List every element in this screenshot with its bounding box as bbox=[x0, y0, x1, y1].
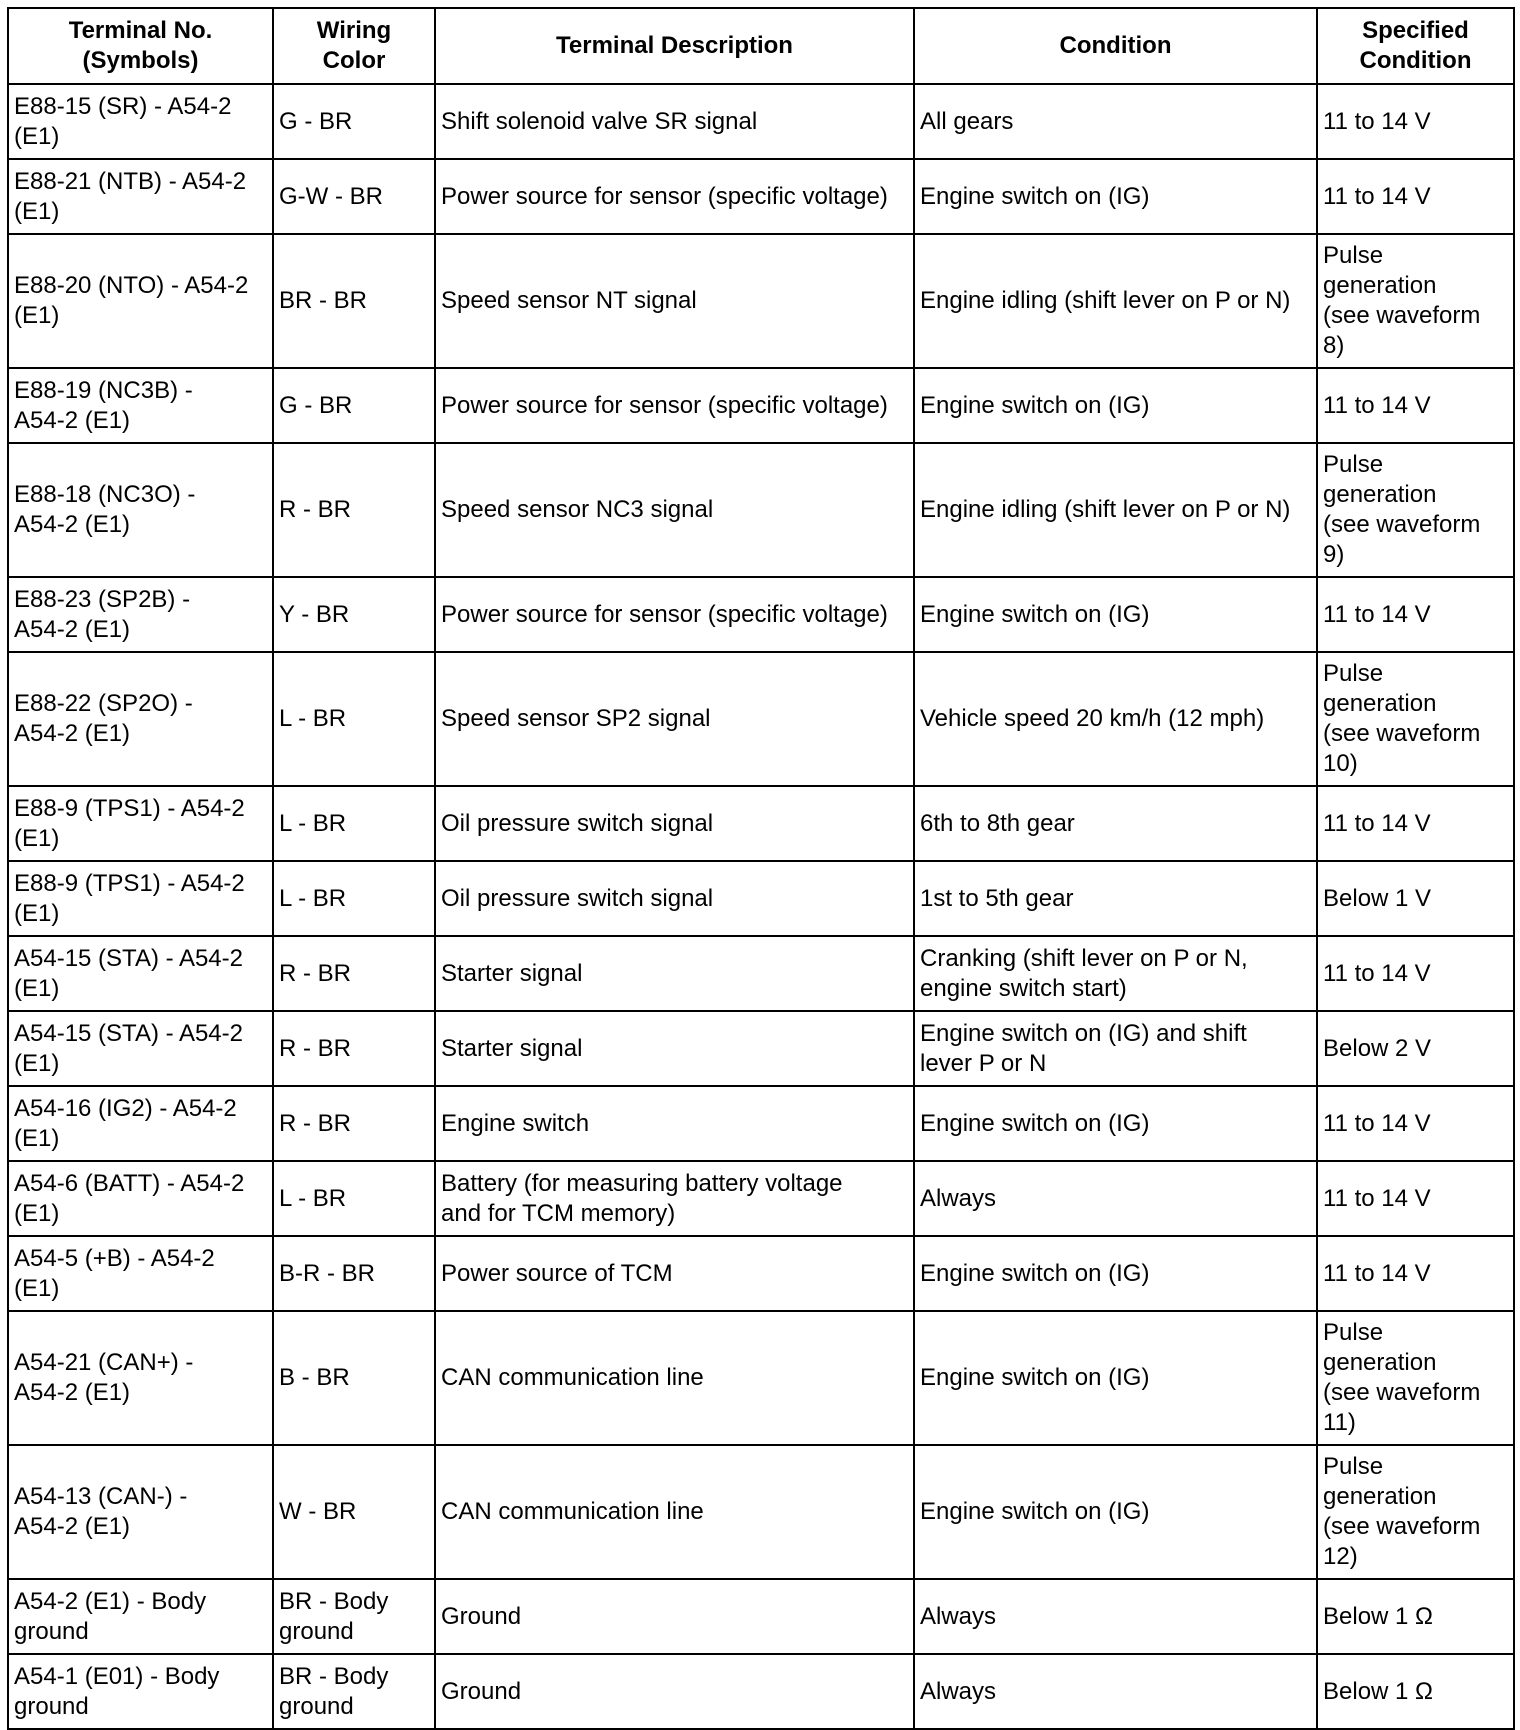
cell-line: Vehicle speed 20 km/h (12 mph) bbox=[920, 705, 1265, 732]
condition-cell bbox=[914, 1161, 1317, 1236]
cell-line: Starter signal bbox=[441, 959, 583, 987]
cell-line: (E1) bbox=[14, 1199, 60, 1227]
cell-line: (E1) bbox=[14, 824, 60, 852]
cell-line: 11 to 14 V bbox=[1323, 600, 1431, 628]
cell-line: (see waveform bbox=[1323, 720, 1481, 747]
cell-line: 11 to 14 V bbox=[1323, 391, 1431, 419]
terminal-cell bbox=[8, 786, 273, 861]
cell-line: 11 to 14 V bbox=[1323, 107, 1431, 135]
cell-line: 11 to 14 V bbox=[1323, 1184, 1431, 1212]
cell-line: Always bbox=[920, 1184, 997, 1212]
condition-cell bbox=[914, 1086, 1317, 1161]
table-row bbox=[8, 159, 1514, 234]
cell-line: A54-2 (E1) bbox=[14, 406, 131, 434]
header-wiring-color bbox=[273, 8, 435, 84]
header-terminal-description bbox=[435, 8, 914, 84]
cell-line: (E1) bbox=[14, 302, 60, 329]
header-condition bbox=[914, 8, 1317, 84]
specified-condition-cell bbox=[1317, 1445, 1514, 1579]
specified-condition-cell bbox=[1317, 786, 1514, 861]
cell-line: Engine switch on (IG) bbox=[920, 391, 1150, 419]
description-cell bbox=[435, 936, 914, 1011]
cell-line: E88-18 (NC3O) - bbox=[14, 481, 196, 508]
table-row bbox=[8, 652, 1514, 786]
wiring-color-cell bbox=[273, 861, 435, 936]
table-row bbox=[8, 1236, 1514, 1311]
specified-condition-cell bbox=[1317, 234, 1514, 368]
cell-line: Below 2 V bbox=[1323, 1034, 1432, 1062]
cell-line: A54-13 (CAN-) - bbox=[14, 1483, 188, 1510]
table-row bbox=[8, 1011, 1514, 1086]
cell-line: ground bbox=[279, 1617, 354, 1645]
header-line: Color bbox=[322, 47, 386, 74]
cell-line: 9) bbox=[1323, 541, 1345, 568]
description-cell bbox=[435, 786, 914, 861]
cell-line: Pulse bbox=[1323, 1453, 1384, 1480]
description-cell bbox=[435, 1086, 914, 1161]
cell-line: and for TCM memory) bbox=[441, 1199, 676, 1227]
cell-line: 11 to 14 V bbox=[1323, 1259, 1431, 1287]
cell-line: Engine switch on (IG) bbox=[920, 600, 1150, 628]
cell-line: L - BR bbox=[279, 884, 347, 912]
cell-line: Speed sensor NC3 signal bbox=[441, 496, 714, 523]
specified-condition-cell bbox=[1317, 577, 1514, 652]
specified-condition-cell bbox=[1317, 368, 1514, 443]
table-row bbox=[8, 84, 1514, 159]
wiring-color-cell bbox=[273, 1011, 435, 1086]
cell-line: Power source for sensor (specific voltage) bbox=[441, 600, 888, 628]
cell-line: BR - Body bbox=[279, 1587, 389, 1615]
cell-line: Shift solenoid valve SR signal bbox=[441, 107, 758, 135]
description-cell bbox=[435, 1654, 914, 1729]
description-cell bbox=[435, 159, 914, 234]
terminal-cell bbox=[8, 861, 273, 936]
cell-line: 11) bbox=[1323, 1409, 1356, 1436]
cell-line: Speed sensor SP2 signal bbox=[441, 705, 711, 732]
table-row bbox=[8, 861, 1514, 936]
wiring-color-cell bbox=[273, 786, 435, 861]
cell-line: A54-16 (IG2) - A54-2 bbox=[14, 1094, 237, 1122]
cell-line: A54-2 (E1) bbox=[14, 720, 131, 747]
cell-line: (E1) bbox=[14, 1124, 60, 1152]
terminal-cell bbox=[8, 1236, 273, 1311]
cell-line: B-R - BR bbox=[279, 1259, 375, 1287]
cell-line: Oil pressure switch signal bbox=[441, 809, 714, 837]
cell-line: Below 1 V bbox=[1323, 884, 1432, 912]
condition-cell bbox=[914, 1011, 1317, 1086]
table-row bbox=[8, 936, 1514, 1011]
condition-cell bbox=[914, 1654, 1317, 1729]
document-page bbox=[7, 7, 1513, 1730]
cell-line: (E1) bbox=[14, 197, 60, 225]
cell-line: A54-2 (E1) bbox=[14, 511, 131, 538]
cell-line: G - BR bbox=[279, 107, 353, 135]
condition-cell bbox=[914, 443, 1317, 577]
cell-line: (E1) bbox=[14, 899, 60, 927]
specified-condition-cell bbox=[1317, 1579, 1514, 1654]
terminal-cell bbox=[8, 936, 273, 1011]
terminal-spec-table bbox=[7, 7, 1515, 1730]
cell-line: generation bbox=[1323, 481, 1437, 508]
cell-line: generation bbox=[1323, 1483, 1437, 1510]
wiring-color-cell bbox=[273, 652, 435, 786]
table-row bbox=[8, 368, 1514, 443]
cell-line: R - BR bbox=[279, 496, 351, 523]
cell-line: Engine idling (shift lever on P or N) bbox=[920, 496, 1291, 523]
cell-line: Engine switch on (IG) bbox=[920, 1109, 1150, 1137]
header-terminal-no bbox=[8, 8, 273, 84]
description-cell bbox=[435, 1236, 914, 1311]
cell-line: R - BR bbox=[279, 959, 351, 987]
cell-line: Pulse bbox=[1323, 660, 1384, 687]
cell-line: lever P or N bbox=[920, 1049, 1047, 1077]
condition-cell bbox=[914, 1236, 1317, 1311]
terminal-cell bbox=[8, 652, 273, 786]
cell-line: Pulse bbox=[1323, 451, 1384, 478]
wiring-color-cell bbox=[273, 84, 435, 159]
wiring-color-cell bbox=[273, 1236, 435, 1311]
cell-line: E88-9 (TPS1) - A54-2 bbox=[14, 794, 245, 822]
wiring-color-cell bbox=[273, 443, 435, 577]
wiring-color-cell bbox=[273, 159, 435, 234]
table-row bbox=[8, 443, 1514, 577]
wiring-color-cell bbox=[273, 1086, 435, 1161]
terminal-cell bbox=[8, 84, 273, 159]
cell-line: B - BR bbox=[279, 1364, 350, 1391]
cell-line: Battery (for measuring battery voltage bbox=[441, 1169, 843, 1197]
cell-line: CAN communication line bbox=[441, 1498, 704, 1525]
cell-line: E88-19 (NC3B) - bbox=[14, 376, 193, 404]
cell-line: ground bbox=[14, 1617, 89, 1645]
specified-condition-cell bbox=[1317, 1086, 1514, 1161]
cell-line: Engine switch on (IG) bbox=[920, 1364, 1150, 1391]
cell-line: A54-6 (BATT) - A54-2 bbox=[14, 1169, 245, 1197]
cell-line: A54-15 (STA) - A54-2 bbox=[14, 944, 243, 972]
description-cell bbox=[435, 1011, 914, 1086]
specified-condition-cell bbox=[1317, 443, 1514, 577]
cell-line: L - BR bbox=[279, 1184, 347, 1212]
terminal-cell bbox=[8, 577, 273, 652]
cell-line: BR - BR bbox=[279, 287, 368, 314]
header-line: Terminal No. bbox=[68, 17, 213, 44]
cell-line: R - BR bbox=[279, 1109, 351, 1137]
cell-line: Power source for sensor (specific voltage) bbox=[441, 391, 888, 419]
cell-line: 11 to 14 V bbox=[1323, 182, 1431, 210]
header-specified-condition bbox=[1317, 8, 1514, 84]
cell-line: E88-20 (NTO) - A54-2 bbox=[14, 272, 249, 299]
terminal-cell bbox=[8, 1579, 273, 1654]
cell-line: Always bbox=[920, 1602, 997, 1630]
terminal-cell bbox=[8, 159, 273, 234]
description-cell bbox=[435, 577, 914, 652]
cell-line: Pulse bbox=[1323, 1319, 1384, 1346]
table-row bbox=[8, 1311, 1514, 1445]
cell-line: A54-2 (E1) bbox=[14, 1513, 131, 1540]
terminal-cell bbox=[8, 1654, 273, 1729]
wiring-color-cell bbox=[273, 1654, 435, 1729]
specified-condition-cell bbox=[1317, 1236, 1514, 1311]
cell-line: generation bbox=[1323, 1349, 1437, 1376]
cell-line: A54-5 (+B) - A54-2 bbox=[14, 1244, 215, 1272]
cell-line: (E1) bbox=[14, 1274, 60, 1302]
table-row bbox=[8, 577, 1514, 652]
cell-line: 10) bbox=[1323, 750, 1358, 777]
specified-condition-cell bbox=[1317, 1311, 1514, 1445]
table-body bbox=[8, 84, 1514, 1729]
wiring-color-cell bbox=[273, 1445, 435, 1579]
specified-condition-cell bbox=[1317, 1654, 1514, 1729]
cell-line: Pulse bbox=[1323, 242, 1384, 269]
specified-condition-cell bbox=[1317, 1011, 1514, 1086]
condition-cell bbox=[914, 1445, 1317, 1579]
condition-cell bbox=[914, 368, 1317, 443]
cell-line: E88-22 (SP2O) - bbox=[14, 690, 193, 717]
cell-line: Always bbox=[920, 1677, 997, 1705]
cell-line: (see waveform bbox=[1323, 1513, 1481, 1540]
cell-line: (see waveform bbox=[1323, 302, 1481, 329]
condition-cell bbox=[914, 1579, 1317, 1654]
cell-line: Below 1 Ω bbox=[1323, 1677, 1433, 1705]
cell-line: 11 to 14 V bbox=[1323, 1109, 1431, 1137]
cell-line: A54-21 (CAN+) - bbox=[14, 1349, 194, 1376]
description-cell bbox=[435, 652, 914, 786]
table-row bbox=[8, 786, 1514, 861]
description-cell bbox=[435, 234, 914, 368]
condition-cell bbox=[914, 1311, 1317, 1445]
terminal-cell bbox=[8, 234, 273, 368]
wiring-color-cell bbox=[273, 1161, 435, 1236]
cell-line: 12) bbox=[1323, 1543, 1358, 1570]
terminal-cell bbox=[8, 1011, 273, 1086]
cell-line: Speed sensor NT signal bbox=[441, 287, 697, 314]
cell-line: R - BR bbox=[279, 1034, 351, 1062]
cell-line: ground bbox=[279, 1692, 354, 1720]
cell-line: A54-2 (E1) bbox=[14, 1379, 131, 1406]
condition-cell bbox=[914, 936, 1317, 1011]
description-cell bbox=[435, 84, 914, 159]
cell-line: W - BR bbox=[279, 1498, 357, 1525]
header-line: Specified bbox=[1362, 17, 1469, 44]
header-line: Terminal Description bbox=[556, 32, 793, 59]
cell-line: (E1) bbox=[14, 1049, 60, 1077]
wiring-color-cell bbox=[273, 936, 435, 1011]
table-row bbox=[8, 1654, 1514, 1729]
condition-cell bbox=[914, 861, 1317, 936]
cell-line: Starter signal bbox=[441, 1034, 583, 1062]
cell-line: Engine switch on (IG) bbox=[920, 182, 1150, 210]
condition-cell bbox=[914, 234, 1317, 368]
header-line: Condition bbox=[1059, 32, 1172, 59]
cell-line: Y - BR bbox=[279, 600, 350, 628]
header-line: (Symbols) bbox=[82, 47, 199, 74]
cell-line: 1st to 5th gear bbox=[920, 884, 1074, 912]
cell-line: A54-2 (E1) bbox=[14, 615, 131, 643]
cell-line: (E1) bbox=[14, 974, 60, 1002]
cell-line: Below 1 Ω bbox=[1323, 1602, 1433, 1630]
specified-condition-cell bbox=[1317, 84, 1514, 159]
wiring-color-cell bbox=[273, 1311, 435, 1445]
specified-condition-cell bbox=[1317, 159, 1514, 234]
header-line: Condition bbox=[1359, 47, 1472, 74]
cell-line: 11 to 14 V bbox=[1323, 809, 1431, 837]
description-cell bbox=[435, 1579, 914, 1654]
terminal-cell bbox=[8, 1311, 273, 1445]
specified-condition-cell bbox=[1317, 1161, 1514, 1236]
description-cell bbox=[435, 861, 914, 936]
cell-line: (see waveform bbox=[1323, 511, 1481, 538]
description-cell bbox=[435, 1161, 914, 1236]
cell-line: G - BR bbox=[279, 391, 353, 419]
cell-line: A54-2 (E1) - Body bbox=[14, 1587, 207, 1615]
wiring-color-cell bbox=[273, 234, 435, 368]
table-header-row bbox=[8, 8, 1514, 84]
cell-line: L - BR bbox=[279, 809, 347, 837]
cell-line: 6th to 8th gear bbox=[920, 809, 1075, 837]
table-row bbox=[8, 1579, 1514, 1654]
terminal-cell bbox=[8, 1445, 273, 1579]
cell-line: Cranking (shift lever on P or N, bbox=[920, 944, 1248, 972]
cell-line: Engine switch bbox=[441, 1109, 590, 1137]
cell-line: Power source for sensor (specific voltage) bbox=[441, 182, 888, 210]
description-cell bbox=[435, 368, 914, 443]
wiring-color-cell bbox=[273, 368, 435, 443]
specified-condition-cell bbox=[1317, 861, 1514, 936]
terminal-cell bbox=[8, 1161, 273, 1236]
table-row bbox=[8, 1086, 1514, 1161]
cell-line: engine switch start) bbox=[920, 974, 1127, 1002]
terminal-cell bbox=[8, 443, 273, 577]
header-line: Wiring bbox=[316, 17, 392, 44]
cell-line: Power source of TCM bbox=[441, 1259, 673, 1287]
cell-line: Ground bbox=[441, 1602, 522, 1630]
table-row bbox=[8, 1445, 1514, 1579]
cell-line: Ground bbox=[441, 1677, 522, 1705]
cell-line: generation bbox=[1323, 272, 1437, 299]
cell-line: L - BR bbox=[279, 705, 347, 732]
cell-line: (E1) bbox=[14, 122, 60, 150]
description-cell bbox=[435, 1311, 914, 1445]
cell-line: A54-15 (STA) - A54-2 bbox=[14, 1019, 243, 1047]
cell-line: CAN communication line bbox=[441, 1364, 704, 1391]
cell-line: A54-1 (E01) - Body bbox=[14, 1662, 220, 1690]
cell-line: 11 to 14 V bbox=[1323, 959, 1431, 987]
cell-line: Engine switch on (IG) and shift bbox=[920, 1019, 1247, 1047]
description-cell bbox=[435, 1445, 914, 1579]
description-cell bbox=[435, 443, 914, 577]
cell-line: E88-21 (NTB) - A54-2 bbox=[14, 167, 247, 195]
cell-line: Engine switch on (IG) bbox=[920, 1498, 1150, 1525]
cell-line: Oil pressure switch signal bbox=[441, 884, 714, 912]
cell-line: generation bbox=[1323, 690, 1437, 717]
cell-line: G-W - BR bbox=[279, 182, 383, 210]
cell-line: Engine idling (shift lever on P or N) bbox=[920, 287, 1291, 314]
cell-line: E88-23 (SP2B) - bbox=[14, 585, 191, 613]
cell-line: E88-9 (TPS1) - A54-2 bbox=[14, 869, 245, 897]
condition-cell bbox=[914, 652, 1317, 786]
condition-cell bbox=[914, 84, 1317, 159]
condition-cell bbox=[914, 577, 1317, 652]
cell-line: (see waveform bbox=[1323, 1379, 1481, 1406]
cell-line: BR - Body bbox=[279, 1662, 389, 1690]
table-row bbox=[8, 234, 1514, 368]
cell-line: E88-15 (SR) - A54-2 bbox=[14, 92, 232, 120]
condition-cell bbox=[914, 159, 1317, 234]
cell-line: Engine switch on (IG) bbox=[920, 1259, 1150, 1287]
cell-line: 8) bbox=[1323, 332, 1345, 359]
wiring-color-cell bbox=[273, 1579, 435, 1654]
table-row bbox=[8, 1161, 1514, 1236]
cell-line: ground bbox=[14, 1692, 89, 1720]
specified-condition-cell bbox=[1317, 652, 1514, 786]
specified-condition-cell bbox=[1317, 936, 1514, 1011]
terminal-cell bbox=[8, 1086, 273, 1161]
wiring-color-cell bbox=[273, 577, 435, 652]
condition-cell bbox=[914, 786, 1317, 861]
cell-line: All gears bbox=[920, 107, 1014, 135]
terminal-cell bbox=[8, 368, 273, 443]
